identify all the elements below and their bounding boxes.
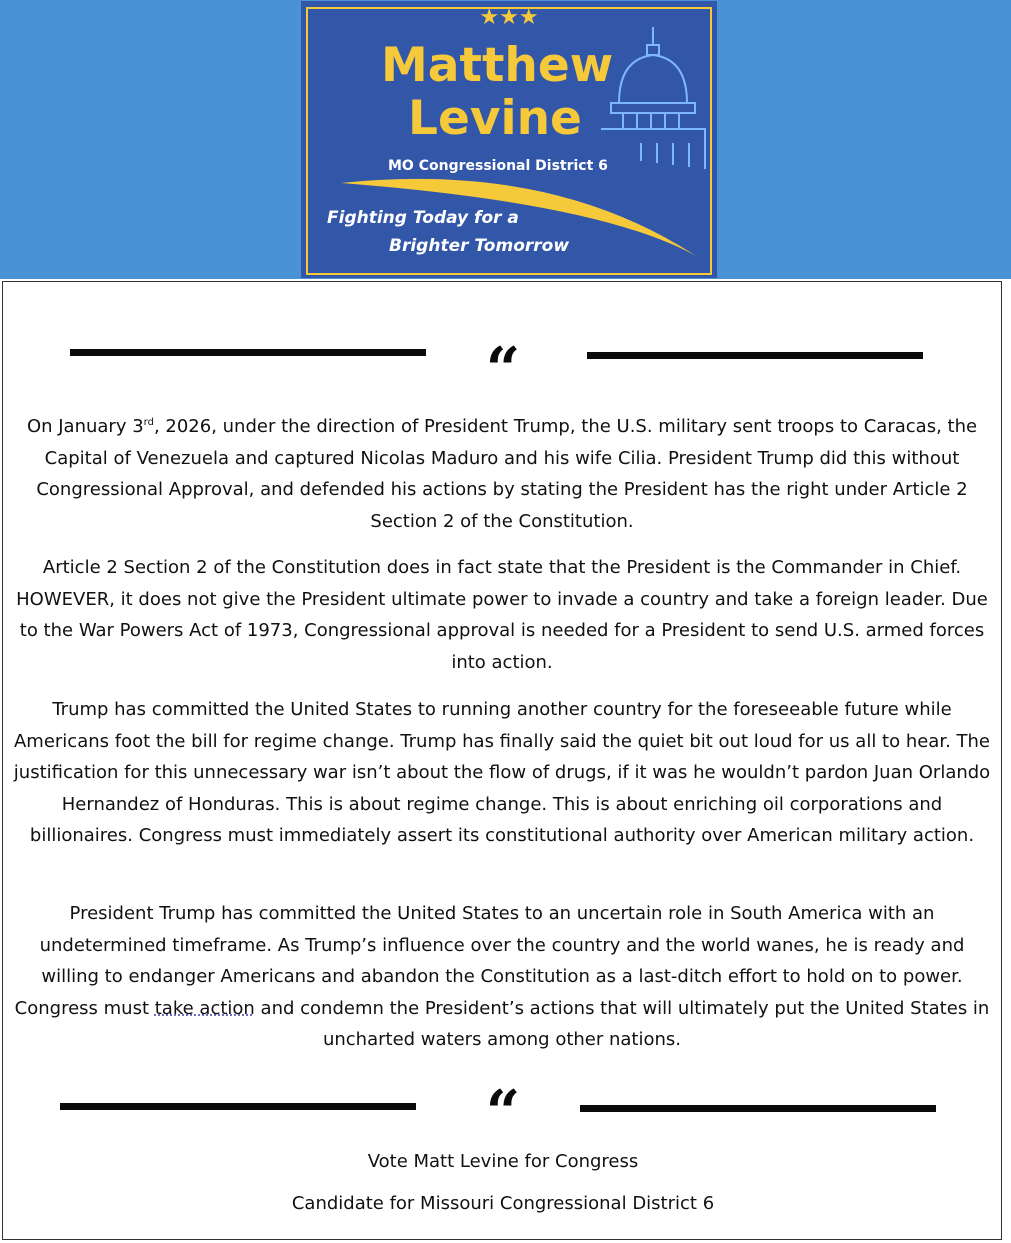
stars-icon: ★★★ <box>479 5 539 30</box>
paragraph-3: Trump has committed the United States to running another country for the foreseeable future while Americans foot the bill for regime change. Trump has finally said the quiet bit out loud for us all to hear. The justification for this unnecessary war isn’t about the flow of drugs, if it was he wouldn’t pardon Juan Orlando Hernandez of Honduras. This is about regime change. This is about enriching oil corporations and billionaires. Congress must immediately assert its constitutional authority over American military action. <box>13 699 991 846</box>
footer-vote-line: Vote Matt Levine for Congress <box>367 1151 639 1172</box>
divider-rule-right-bottom <box>580 1105 936 1112</box>
logo-district: MO Congressional District 6 <box>388 158 608 174</box>
campaign-logo-graphic <box>301 1 717 278</box>
spellcheck-marked-text: take action <box>154 997 255 1019</box>
logo-tagline-line2: Brighter Tomorrow <box>389 236 570 256</box>
divider-rule-right <box>587 352 923 359</box>
paragraph-1: On January 3rd, 2026, under the direction of President Trump, the U.S. military sent troops to Caracas, the Capital of Venezuela and captured Nicolas Maduro and his wife Cilia. President Trump did this without Congressional Approval, and defended his actions by stating the President has the right under Article 2 Section 2 of the Constitution. <box>26 416 978 532</box>
logo-first-name: Matthew <box>381 38 614 93</box>
campaign-logo <box>301 1 717 278</box>
quote-mark-icon-bottom: “ <box>485 1078 521 1148</box>
divider-rule-left <box>70 349 426 356</box>
footer-candidate-line: Candidate for Missouri Congressional District 6 <box>291 1193 715 1214</box>
divider-rule-left-bottom <box>60 1103 416 1110</box>
capitol-dome-icon <box>601 27 705 169</box>
logo-last-name: Levine <box>408 91 582 146</box>
quote-mark-icon: “ <box>485 335 521 405</box>
statement-document <box>2 281 1002 1240</box>
paragraph-4: President Trump has committed the United States to an uncertain role in South America with an undetermined timeframe. As Trump’s influence over the country and the world wanes, he is ready and willing to endanger Americans and abandon the Constitution as a last-ditch effort to hold on to power. Congress must take action and condemn the President’s actions that will ultimately put the United States in uncharted waters among other nations. <box>14 903 990 1050</box>
logo-tagline-line1: Fighting Today for a <box>327 208 519 228</box>
paragraph-2: Article 2 Section 2 of the Constitution does in fact state that the President is the Commander in Chief. HOWEVER, it does not give the President ultimate power to invade a country and take a foreign leader. Due to the War Powers Act of 1973, Congressional approval is needed for a President to send U.S. armed forces into action. <box>16 557 988 673</box>
